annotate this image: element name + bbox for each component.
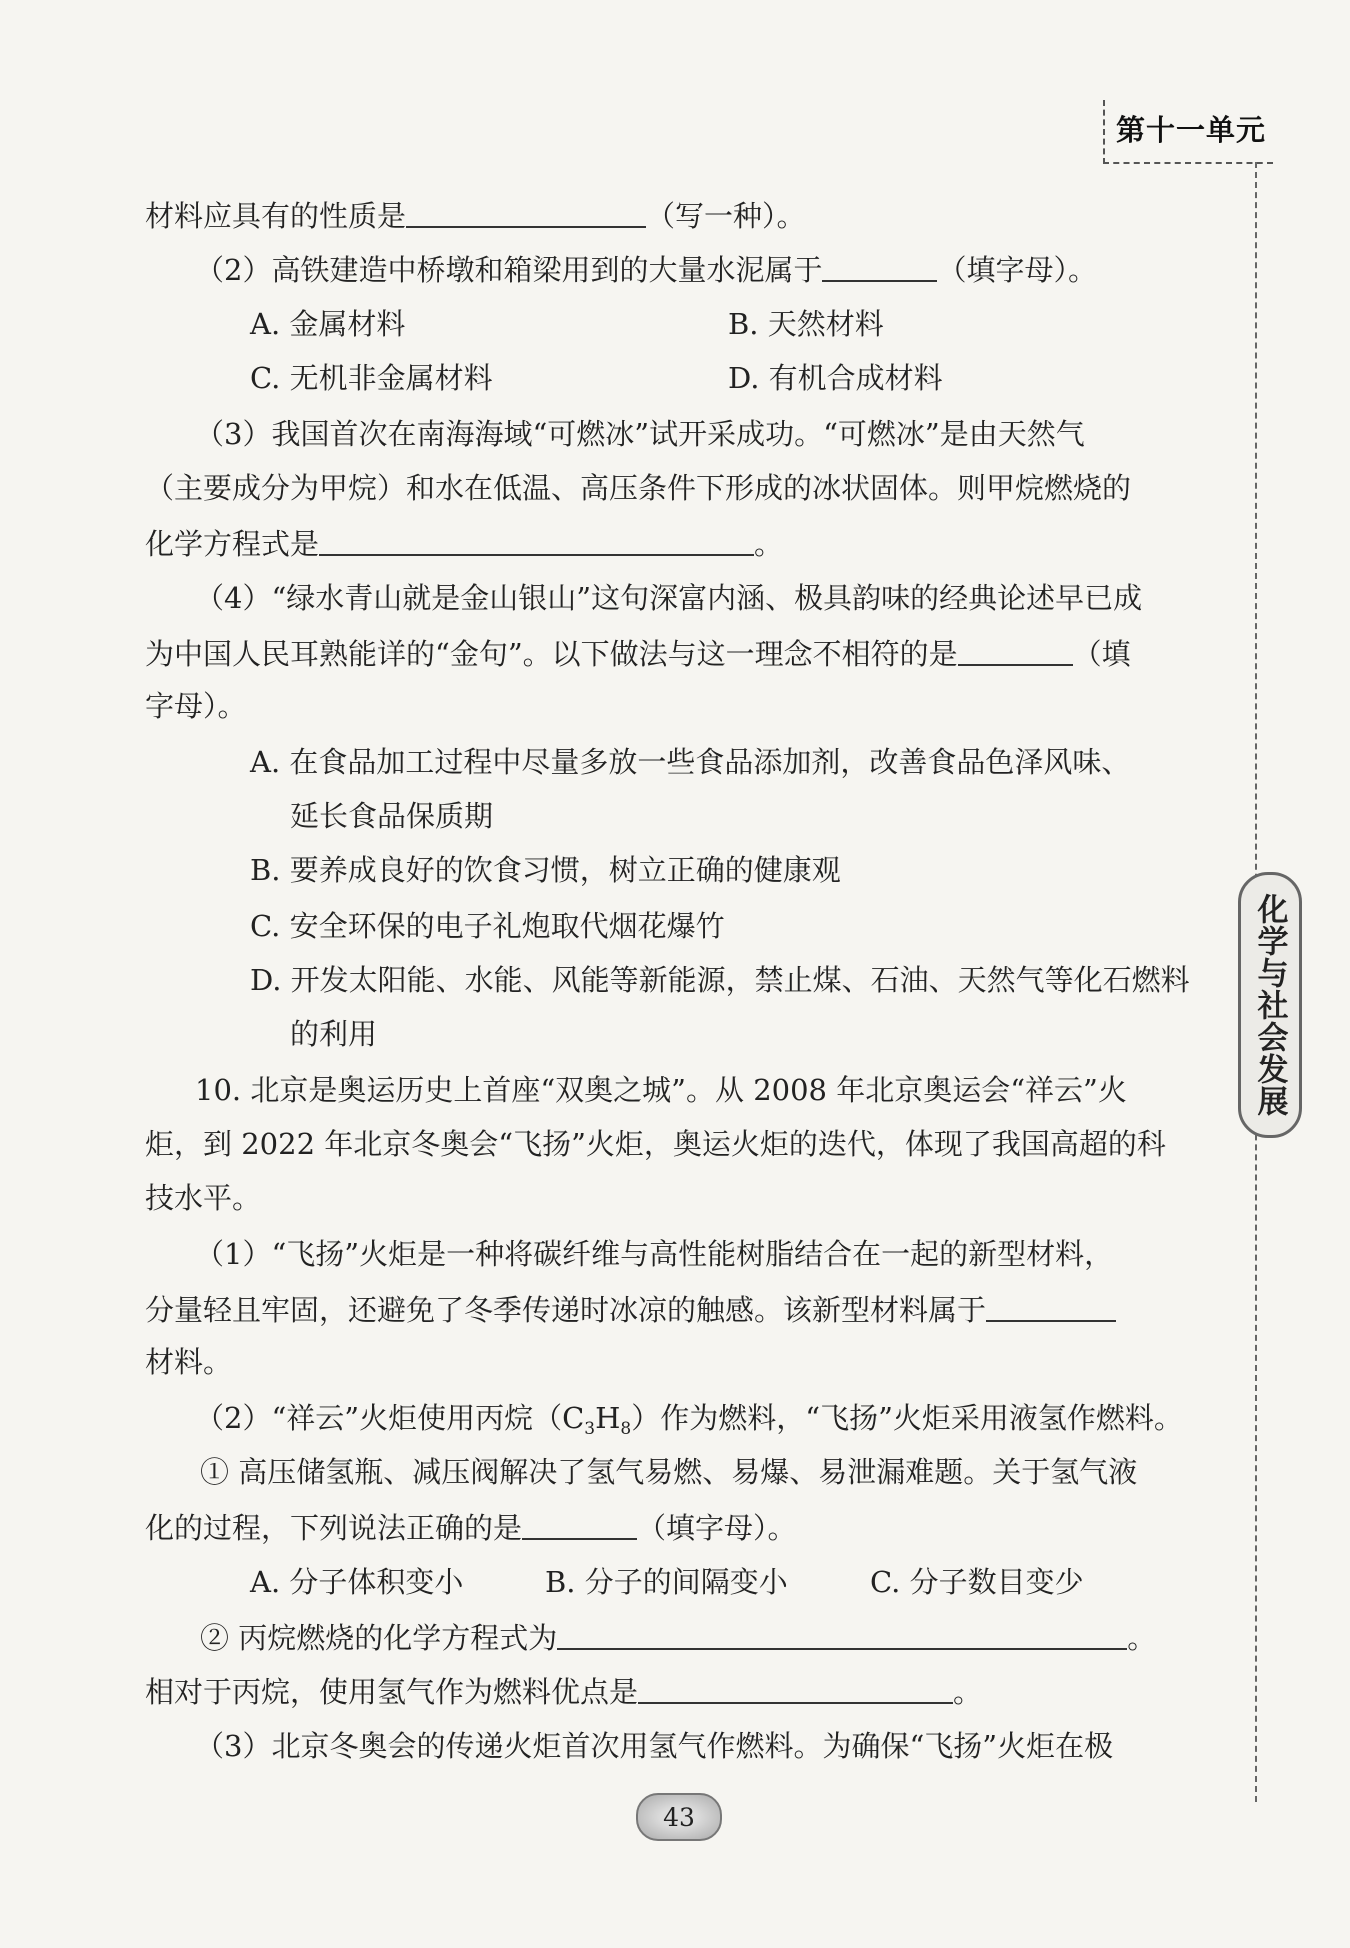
text-line: 技水平。 bbox=[145, 1181, 262, 1215]
line-text: H bbox=[595, 1401, 621, 1435]
text-line bbox=[145, 1512, 797, 1543]
question-10: 10. 北京是奥运历史上首座“双奥之城”。从 2008 年北京奥运会“祥云”火 bbox=[195, 1073, 1127, 1107]
option: A. 金属材料 bbox=[250, 307, 406, 341]
line-text: 为中国人民耳熟能详的“金句”。以下做法与这一理念不相符的是 bbox=[145, 637, 958, 671]
text-line bbox=[195, 254, 1097, 285]
line-text: （填字母）。 bbox=[937, 253, 1097, 287]
subscript: 3 bbox=[584, 1419, 596, 1439]
line-text: （2）高铁建造中桥墩和箱梁用到的大量水泥属于 bbox=[195, 253, 823, 287]
line-text: 分量轻且牢固，还避免了冬季传递时冰凉的触感。该新型材料属于 bbox=[145, 1293, 987, 1327]
line-text: （写一种）。 bbox=[646, 199, 806, 233]
text-line bbox=[200, 1622, 1156, 1653]
text-line bbox=[145, 1294, 1116, 1325]
answer-blank bbox=[986, 1294, 1116, 1322]
line-text: 化学方程式是 bbox=[145, 527, 320, 561]
page-number: 43 bbox=[636, 1793, 722, 1841]
line-text: 材料应具有的性质是 bbox=[145, 199, 407, 233]
line-text: 。 bbox=[1127, 1621, 1157, 1655]
line-text: （填 bbox=[1072, 637, 1131, 671]
option: C. 安全环保的电子礼炮取代烟花爆竹 bbox=[250, 909, 725, 943]
option: C. 分子数目变少 bbox=[870, 1565, 1084, 1599]
answer-blank bbox=[822, 254, 937, 282]
side-tab bbox=[1238, 872, 1302, 1138]
option-continuation: 延长食品保质期 bbox=[290, 799, 494, 833]
text-line: 炬，到 2022 年北京冬奥会“飞扬”火炬，奥运火炬的迭代，体现了我国高超的科 bbox=[145, 1127, 1166, 1161]
line-text: 。 bbox=[754, 527, 784, 561]
text-line bbox=[145, 1676, 982, 1707]
line-text: ② 丙烷燃烧的化学方程式为 bbox=[200, 1621, 558, 1655]
text-line: 字母）。 bbox=[145, 689, 247, 723]
text-line: （3）北京冬奥会的传递火炬首次用氢气作燃料。为确保“飞扬”火炬在极 bbox=[195, 1729, 1114, 1763]
line-text: （填字母）。 bbox=[637, 1511, 797, 1545]
unit-title: 第十一单元 bbox=[1116, 113, 1267, 147]
text-line: 材料。 bbox=[145, 1345, 233, 1379]
text-line bbox=[195, 1401, 1183, 1439]
option: C. 无机非金属材料 bbox=[250, 361, 493, 395]
option: A. 分子体积变小 bbox=[250, 1565, 464, 1599]
line-text: 。 bbox=[953, 1675, 983, 1709]
answer-blank bbox=[638, 1676, 953, 1704]
option: A. 在食品加工过程中尽量多放一些食品添加剂，改善食品色泽风味、 bbox=[250, 745, 1131, 779]
text-line: （1）“飞扬”火炬是一种将碳纤维与高性能树脂结合在一起的新型材料， bbox=[195, 1237, 1114, 1271]
option: B. 分子的间隔变小 bbox=[545, 1565, 788, 1599]
side-tab-label: 化学与社会发展 bbox=[1251, 893, 1288, 1117]
subscript: 8 bbox=[620, 1419, 632, 1439]
line-text: ）作为燃料，“飞扬”火炬采用液氢作燃料。 bbox=[631, 1401, 1183, 1435]
text-line: （4）“绿水青山就是金山银山”这句深富内涵、极具韵味的经典论述早已成 bbox=[195, 581, 1143, 615]
text-line bbox=[145, 638, 1131, 669]
option-continuation: 的利用 bbox=[290, 1017, 378, 1051]
option: B. 天然材料 bbox=[728, 307, 884, 341]
line-text: 化的过程，下列说法正确的是 bbox=[145, 1511, 523, 1545]
option: D. 有机合成材料 bbox=[728, 361, 943, 395]
answer-blank bbox=[406, 200, 646, 228]
line-text: 相对于丙烷，使用氢气作为燃料优点是 bbox=[145, 1675, 639, 1709]
text-line bbox=[145, 200, 806, 231]
answer-blank bbox=[557, 1622, 1127, 1650]
text-line: ① 高压储氢瓶、减压阀解决了氢气易燃、易爆、易泄漏难题。关于氢气液 bbox=[200, 1455, 1138, 1489]
option: B. 要养成良好的饮食习惯，树立正确的健康观 bbox=[250, 853, 841, 887]
answer-blank bbox=[319, 528, 754, 556]
text-line: （主要成分为甲烷）和水在低温、高压条件下形成的冰状固体。则甲烷燃烧的 bbox=[145, 471, 1132, 505]
option: D. 开发太阳能、水能、风能等新能源，禁止煤、石油、天然气等化石燃料 bbox=[250, 963, 1190, 997]
line-text: （2）“祥云”火炬使用丙烷（C bbox=[195, 1401, 585, 1435]
text-line bbox=[145, 528, 783, 559]
answer-blank bbox=[522, 1512, 637, 1540]
answer-blank bbox=[958, 638, 1073, 666]
text-line: （3）我国首次在南海海域“可燃冰”试开采成功。“可燃冰”是由天然气 bbox=[195, 417, 1085, 451]
